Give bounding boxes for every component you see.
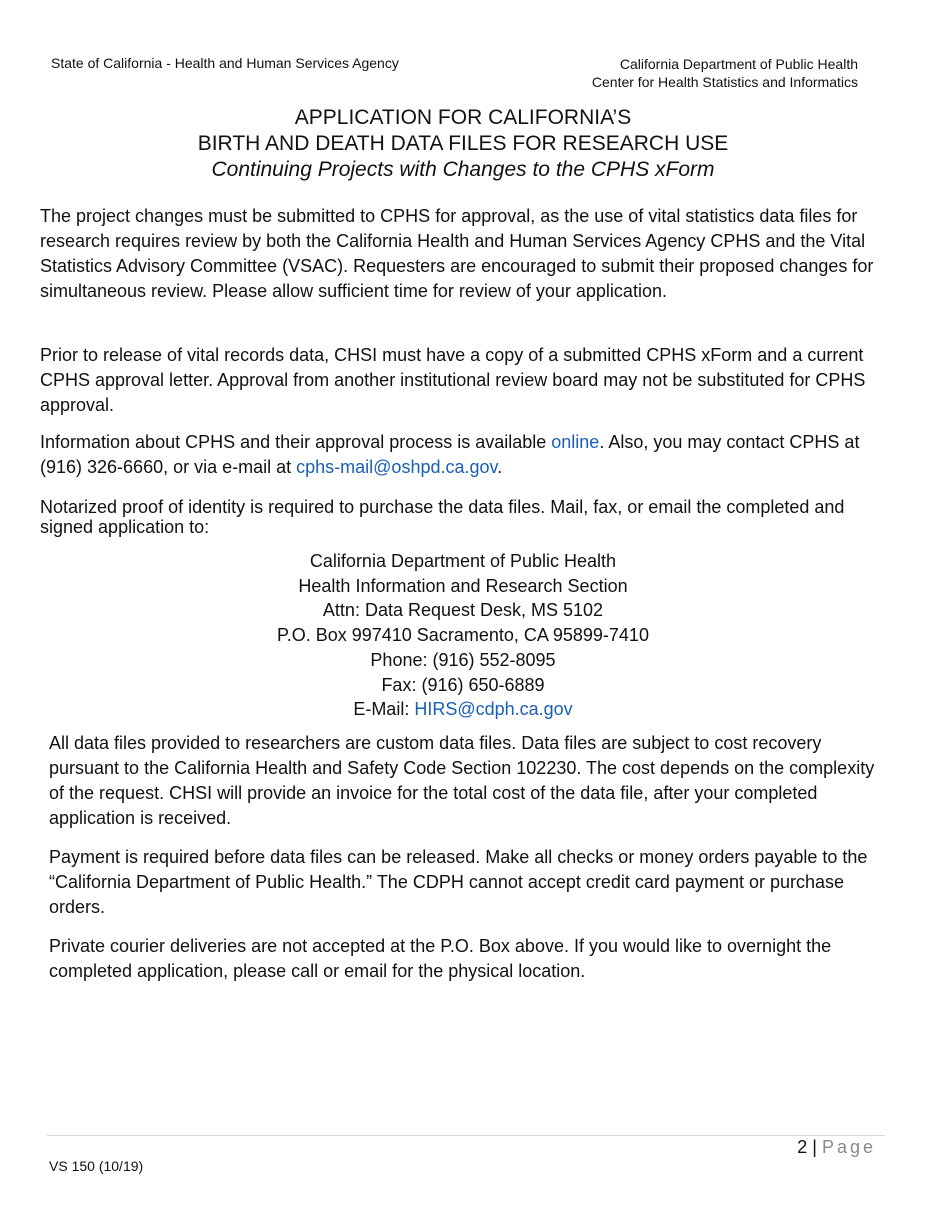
address-line: California Department of Public Health [309, 551, 617, 571]
paragraph-cphs-approval [40, 204, 880, 304]
title-line1: APPLICATION FOR CALIFORNIA’S [294, 106, 632, 129]
address-fax: Fax: (916) 650-6889 [381, 674, 545, 695]
paragraph-payment [49, 845, 889, 920]
address-email [0, 697, 926, 722]
paragraph-text: Prior to release of vital records data, CHSI must have a copy of a submitted CPHS xForm and a current CPHS approval letter. Approval from another institutional review board may not be substituted for CPHS approval. [40, 345, 866, 415]
address-line: Health Information and Research Section [298, 575, 628, 596]
header-department-line2: Center for Health Statistics and Informatics [591, 74, 858, 90]
page-title [0, 105, 926, 183]
title-subtitle: Continuing Projects with Changes to the CPHS xForm [211, 158, 715, 181]
address-phone: Phone: (916) 552-8095 [370, 649, 556, 670]
address-line: P.O. Box 997410 Sacramento, CA 95899-7410 [277, 625, 649, 646]
paragraph-text: Information about CPHS and their approval process is available [40, 432, 552, 452]
paragraph-text: Notarized proof of identity is required to purchase the data files. Mail, fax, or email the completed and signed application to: [40, 497, 845, 537]
paragraph-custom-data-files [49, 731, 889, 831]
email-label: E-Mail: [353, 699, 415, 720]
paragraph-courier [49, 934, 889, 984]
mailing-address [0, 549, 926, 722]
paragraph-text: . Also, you may contact CPHS at (916) 326-6660, or via e-mail at [40, 432, 860, 477]
cphs-email-link[interactable]: cphs-mail@oshpd.ca.gov [296, 457, 498, 477]
footer-divider [47, 1135, 885, 1136]
online-link[interactable]: online [551, 432, 600, 452]
page-number [797, 1137, 876, 1158]
page-separator: | [812, 1137, 817, 1157]
header-department-line1: California Department of Public Health [619, 56, 858, 72]
paragraph-text: All data files provided to researchers are custom data files. Data files are subject to cost recovery pursuant to the California Health and Safety Code Section 102230. The cost depends on the complexity of the request. CHSI will provide an invoice for the total cost of the data file, after your completed application is received. [49, 733, 875, 828]
title-line2: BIRTH AND DEATH DATA FILES FOR RESEARCH USE [197, 132, 729, 155]
paragraph-text: Private courier deliveries are not accepted at the P.O. Box above. If you would like to overnight the completed application, please call or email for the physical location. [49, 936, 832, 981]
header-department [592, 55, 858, 91]
address-line: Attn: Data Request Desk, MS 5102 [322, 600, 604, 621]
paragraph-text: The project changes must be submitted to CPHS for approval, as the use of vital statistics data files for research requires review by both the California Health and Human Services Agency CPHS and the Vital Statistics Advisory Committee (VSAC). Requesters are encouraged to submit their proposed changes for simultaneous review. Please allow sufficient time for review of your application. [40, 206, 874, 301]
paragraph-cphs-info [40, 430, 880, 480]
header-agency: State of California - Health and Human Services Agency [51, 55, 399, 71]
paragraph-notarized-proof [40, 497, 880, 537]
page-number-value: 2 [797, 1137, 808, 1157]
paragraph-release-requirements [40, 343, 880, 418]
form-id: VS 150 (10/19) [49, 1158, 144, 1174]
page-label: Page [821, 1137, 876, 1157]
paragraph-text: Payment is required before data files can be released. Make all checks or money orders payable to the “California Department of Public Health.” The CDPH cannot accept credit card payment or purchase orders. [49, 847, 868, 917]
paragraph-text: . [497, 457, 503, 477]
hirs-email-link[interactable]: HIRS@cdph.ca.gov [414, 699, 573, 720]
